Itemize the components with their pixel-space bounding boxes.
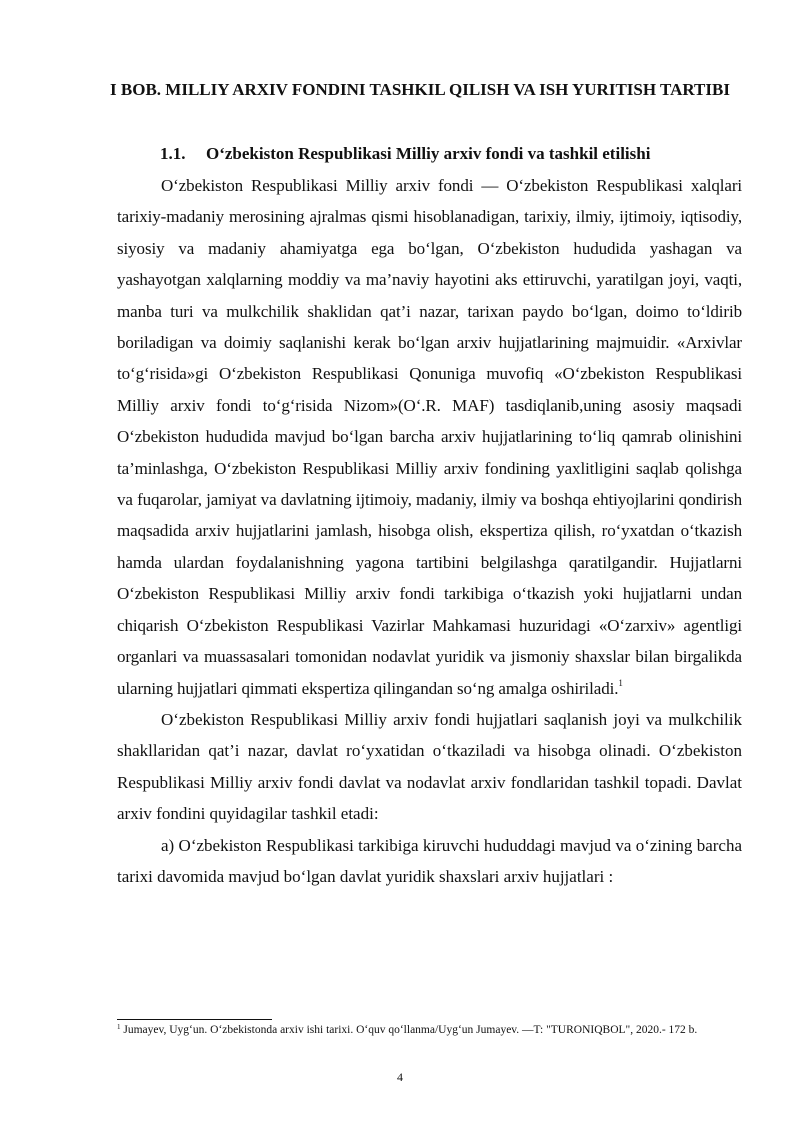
- body-text: [117, 170, 742, 892]
- section-number: 1.1.: [160, 144, 186, 163]
- paragraph-1: [117, 170, 742, 704]
- section-title: O‘zbekiston Respublikasi Milliy arxiv fondi va tashkil etilishi: [206, 144, 651, 163]
- footnote-divider: [117, 1019, 272, 1020]
- footnote: [117, 1023, 742, 1038]
- paragraph-2: O‘zbekiston Respublikasi Milliy arxiv fondi hujjatlari saqlanish joyi va mulkchilik shakllaridan qat’i nazar, davlat ro‘yxatidan o‘tkaziladi va hisobga olinadi. O‘zbekiston Respublikasi Milliy arxiv fondi davlat va nodavlat arxiv fondlaridan tashkil topadi. Davlat arxiv fondini quyidagilar tashkil etadi:: [117, 709, 742, 824]
- page-number: 4: [397, 1070, 403, 1084]
- paragraph-1-text: O‘zbekiston Respublikasi Milliy arxiv fondi — O‘zbekiston Respublikasi xalqlari tarixiy-madaniy merosining ajralmas qismi hisoblanadigan, tarixiy, ilmiy, ijtimoiy, iqtisodiy, siyosiy va madaniy ahamiyatga ega bo‘lgan, O‘zbekiston hududida yashagan va yashayotgan xalqlarning moddiy va ma’naviy hayotini aks ettiruvchi, yaratilgan joyi, vaqti, manba turi va mulkchilik shaklidan qat’i nazar, tarixan paydo bo‘lgan, doimo to‘ldirib boriladigan va doimiy saqlanishi kerak bo‘lgan arxiv hujjatlarining majmuidir. «Arxivlar to‘g‘risida»gi O‘zbekiston Respublikasi Qonuniga muvofiq «O‘zbekiston Respublikasi Milliy arxiv fondi to‘g‘risida Nizom»(O‘.R. MAF) tasdiqlanib,uning asosiy maqsadi O‘zbekiston hududida mavjud bo‘lgan barcha arxiv hujjatlarining to‘liq qamrab olinishini ta’minlashga, O‘zbekiston Respublikasi Milliy arxiv fondining yaxlitligini saqlab qolishga va fuqarolar, jamiyat va davlatning ijtimoiy, madaniy, ilmiy va boshqa ehtiyojlarini qondirish maqsadida arxiv hujjatlarini jamlash, hisobga olish, ekspertiza qilish, ro‘yxatdan o‘tkazish hamda ulardan foydalanishning yagona tartibini belgilashga qaratilgandir. Hujjatlarni O‘zbekiston Respublikasi Milliy arxiv fondi tarkibiga o‘tkazish yoki hujjatlarni undan chiqarish O‘zbekiston Respublikasi Vazirlar Mahkamasi huzuridagi «O‘zarxiv» agentligi organlari va muassasalari tomonidan nodavlat yuridik va jismoniy shaxslar bilan birgalikda ularning hujjatlari qimmati ekspertiza qilingandan so‘ng amalga oshiriladi.: [117, 176, 742, 698]
- footnote-reference[interactable]: 1: [618, 677, 623, 688]
- chapter-title: I BOB. MILLIY ARXIV FONDINI TASHKIL QILISH VA ISH YURITISH TARTIBI: [110, 80, 730, 99]
- paragraph-3: a) O‘zbekiston Respublikasi tarkibiga kiruvchi hududdagi mavjud va o‘zining barcha tarixi davomida mavjud bo‘lgan davlat yuridik shaxslari arxiv hujjatlari :: [117, 835, 742, 886]
- section-heading: [160, 141, 650, 167]
- footnote-text: Jumayev, Uyg‘un. O‘zbekistonda arxiv ishi tarixi. O‘quv qo‘llanma/Uyg‘un Jumayev. —T: "TURONIQBOL", 2020.- 172 b.: [123, 1024, 698, 1036]
- footnote-marker: 1: [117, 1023, 121, 1031]
